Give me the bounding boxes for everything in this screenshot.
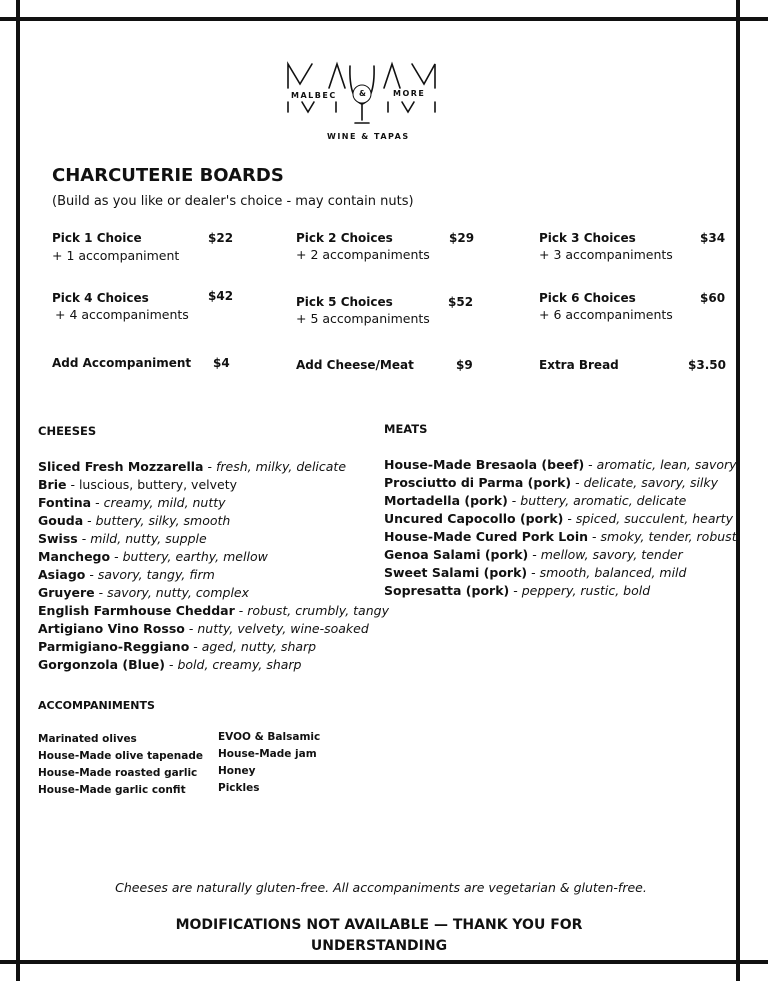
item-separator: - (189, 639, 202, 654)
price-option-price: $60 (700, 291, 726, 305)
price-option-price: $52 (448, 295, 474, 309)
price-option-name: Pick 1 Choice (52, 231, 142, 245)
item-separator: - (527, 565, 540, 580)
list-item (38, 512, 389, 530)
price-option-price: $29 (449, 231, 475, 245)
item-description: buttery, earthy, mellow (122, 549, 268, 564)
list-item (384, 492, 737, 510)
list-item (38, 602, 389, 620)
list-item (38, 530, 389, 548)
meats-heading: MEATS (384, 422, 428, 436)
item-description: savory, tangy, firm (97, 567, 215, 582)
price-option-sub: + 3 accompaniments (539, 247, 673, 262)
item-separator: - (83, 513, 96, 528)
item-name: Sweet Salami (pork) (384, 565, 528, 580)
item-separator: - (165, 657, 178, 672)
item-description: bold, creamy, sharp (177, 657, 302, 672)
price-option-sub: + 5 accompaniments (296, 311, 430, 326)
price-option-price: $42 (208, 289, 234, 303)
list-item (384, 582, 737, 600)
accompaniment-item: House-Made roasted garlic (38, 767, 198, 779)
accompaniments-col2 (218, 729, 320, 797)
item-name: Parmigiano-Reggiano (38, 639, 190, 654)
meats-list (384, 456, 737, 600)
list-item (38, 638, 389, 656)
price-option-price: $4 (213, 356, 230, 370)
item-separator: - (588, 529, 601, 544)
list-item (38, 476, 389, 494)
gluten-footnote: Cheeses are naturally gluten-free. All accompaniments are vegetarian & gluten-free. (115, 880, 647, 895)
item-name: Swiss (38, 531, 78, 546)
logo-tagline: WINE & TAPAS (327, 132, 410, 141)
item-description: robust, crumbly, tangy (247, 603, 389, 618)
price-option-name: Pick 4 Choices (52, 291, 149, 305)
logo (283, 60, 443, 145)
page-subtitle: (Build as you like or dealer's choice - may contain nuts) (52, 194, 414, 209)
logo-right-word: MORE (393, 89, 426, 98)
notice-line-2: UNDERSTANDING (310, 938, 448, 954)
item-separator: - (184, 621, 198, 636)
accompaniment-item: House-Made garlic confit (38, 784, 186, 796)
item-separator: - (571, 475, 584, 490)
price-option-name: Pick 3 Choices (539, 231, 636, 245)
item-separator: - (85, 567, 98, 582)
price-option-name: Extra Bread (539, 358, 619, 372)
item-separator: - (203, 459, 216, 474)
modifications-notice (0, 915, 758, 957)
item-description: smoky, tender, robust (600, 529, 737, 544)
list-item (384, 546, 737, 564)
price-option-name: Pick 5 Choices (296, 295, 393, 309)
list-item (384, 510, 737, 528)
item-description: mellow, savory, tender (540, 547, 683, 562)
list-item (384, 474, 737, 492)
item-name: Asiago (38, 567, 86, 582)
item-description: spiced, succulent, hearty (575, 511, 733, 526)
page-title: CHARCUTERIE BOARDS (52, 165, 284, 186)
accompaniment-item: Pickles (218, 782, 260, 794)
item-description: aromatic, lean, savory (596, 457, 737, 472)
item-name: Mortadella (pork) (384, 493, 508, 508)
price-option-name: Pick 6 Choices (539, 291, 636, 305)
price-option-price: $9 (456, 358, 473, 372)
item-name: Manchego (38, 549, 111, 564)
item-name: English Farmhouse Cheddar (38, 603, 235, 618)
list-item (38, 494, 389, 512)
item-separator: - (94, 585, 108, 600)
item-description: savory, nutty, complex (107, 585, 250, 600)
price-option-sub: + 1 accompaniment (52, 248, 180, 263)
border-top (0, 17, 768, 21)
item-name: Uncured Capocollo (pork) (384, 511, 564, 526)
price-option-price: $22 (208, 231, 234, 245)
item-separator: - (110, 549, 123, 564)
price-option-price: $34 (700, 231, 726, 245)
item-description: nutty, velvety, wine-soaked (197, 621, 369, 636)
cheeses-heading: CHEESES (38, 424, 97, 438)
logo-center-mark: & (359, 89, 366, 98)
accompaniment-item: House-Made jam (218, 748, 317, 760)
item-name: Brie (38, 477, 67, 492)
price-option-price: $3.50 (688, 358, 726, 372)
item-name: Sliced Fresh Mozzarella (38, 459, 204, 474)
item-description: smooth, balanced, mild (539, 565, 687, 580)
list-item (38, 548, 389, 566)
list-item (38, 620, 389, 638)
item-description: buttery, aromatic, delicate (520, 493, 687, 508)
item-name: Gruyere (38, 585, 95, 600)
accompaniments-col1 (38, 731, 203, 799)
list-item (38, 566, 389, 584)
item-description: peppery, rustic, bold (521, 583, 651, 598)
item-name: Genoa Salami (pork) (384, 547, 529, 562)
list-item (38, 458, 389, 476)
accompaniment-item: Marinated olives (38, 733, 137, 745)
accompaniments-heading: ACCOMPANIMENTS (38, 699, 155, 712)
item-name: Sopresatta (pork) (384, 583, 510, 598)
price-option-sub: + 6 accompaniments (539, 307, 673, 322)
accompaniment-item: House-Made olive tapenade (38, 750, 204, 762)
price-option-sub: + 2 accompaniments (296, 247, 430, 262)
item-name: Prosciutto di Parma (pork) (384, 475, 572, 490)
list-item (38, 656, 389, 674)
price-option-sub: + 4 accompaniments (55, 307, 189, 322)
item-separator: - (509, 583, 522, 598)
item-separator: - (507, 493, 521, 508)
item-name: Fontina (38, 495, 92, 510)
item-description: aged, nutty, sharp (201, 639, 317, 654)
border-left (16, 0, 20, 981)
item-name: House-Made Bresaola (beef) (384, 457, 585, 472)
item-separator: - (528, 547, 541, 562)
item-name: House-Made Cured Pork Loin (384, 529, 589, 544)
item-separator: - (77, 531, 91, 546)
item-description: buttery, silky, smooth (95, 513, 231, 528)
item-separator: - (563, 511, 576, 526)
item-name: Gorgonzola (Blue) (38, 657, 165, 672)
list-item (38, 584, 389, 602)
item-name: Artigiano Vino Rosso (38, 621, 185, 636)
price-option-name: Pick 2 Choices (296, 231, 393, 245)
item-description: creamy, mild, nutty (103, 495, 226, 510)
item-description: delicate, savory, silky (583, 475, 719, 490)
item-separator: - (584, 457, 597, 472)
list-item (384, 564, 737, 582)
list-item (384, 528, 737, 546)
item-separator: - (91, 495, 104, 510)
item-description: mild, nutty, supple (90, 531, 207, 546)
price-option-name: Add Accompaniment (52, 356, 192, 370)
price-option-name: Add Cheese/Meat (296, 358, 414, 372)
border-bottom (0, 960, 768, 964)
accompaniment-item: EVOO & Balsamic (218, 731, 321, 743)
logo-left-word: MALBEC (291, 91, 337, 100)
item-name: Gouda (38, 513, 84, 528)
cheeses-list (38, 458, 389, 674)
notice-line-1: MODIFICATIONS NOT AVAILABLE — THANK YOU FOR (175, 917, 583, 933)
item-description: fresh, milky, delicate (215, 459, 347, 474)
item-description: luscious, buttery, velvety (78, 477, 238, 492)
item-separator: - (66, 477, 79, 492)
accompaniment-item: Honey (218, 765, 256, 777)
item-separator: - (234, 603, 248, 618)
list-item (384, 456, 737, 474)
